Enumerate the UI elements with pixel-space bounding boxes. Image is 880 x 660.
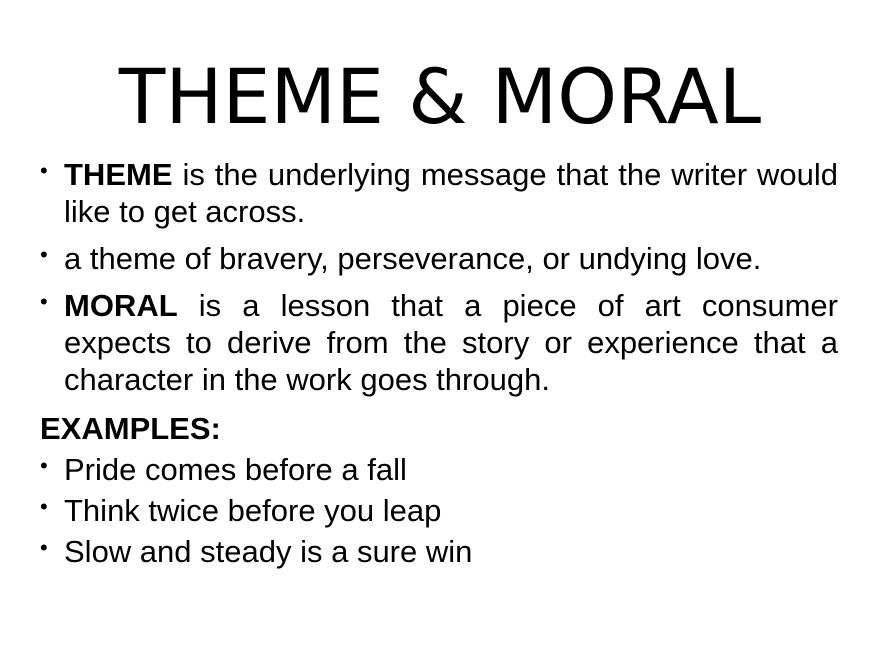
example-item <box>40 533 838 570</box>
moral-definition-text: is a lesson that a piece of art consumer expects to derive from the story or experience that a character in the work goes through. <box>64 288 838 397</box>
bullet-dot: • <box>40 535 48 560</box>
example-text: Slow and steady is a sure win <box>64 534 473 569</box>
term-theme: THEME <box>64 157 173 192</box>
term-moral: MORAL <box>64 288 178 323</box>
theme-example-text: a theme of bravery, perseverance, or undying love. <box>64 241 762 276</box>
bullet-dot: • <box>40 494 48 519</box>
bullet-dot: • <box>40 242 48 267</box>
bullet-dot: • <box>40 453 48 478</box>
theme-definition-text: is the underlying message that the writer would like to get across. <box>64 157 838 229</box>
example-text: Pride comes before a fall <box>64 452 407 487</box>
example-item <box>40 492 838 529</box>
example-text: Think twice before you leap <box>64 493 442 528</box>
examples-heading: EXAMPLES: <box>40 411 221 446</box>
bullet-dot: • <box>40 158 48 183</box>
slide-title: THEME & MORAL <box>118 52 762 141</box>
example-item <box>40 451 838 488</box>
bullet-moral-definition <box>40 287 838 398</box>
bullet-theme-definition <box>40 156 838 230</box>
bullet-theme-example <box>40 240 838 277</box>
slide-body <box>40 156 838 570</box>
bullet-dot: • <box>40 289 48 314</box>
